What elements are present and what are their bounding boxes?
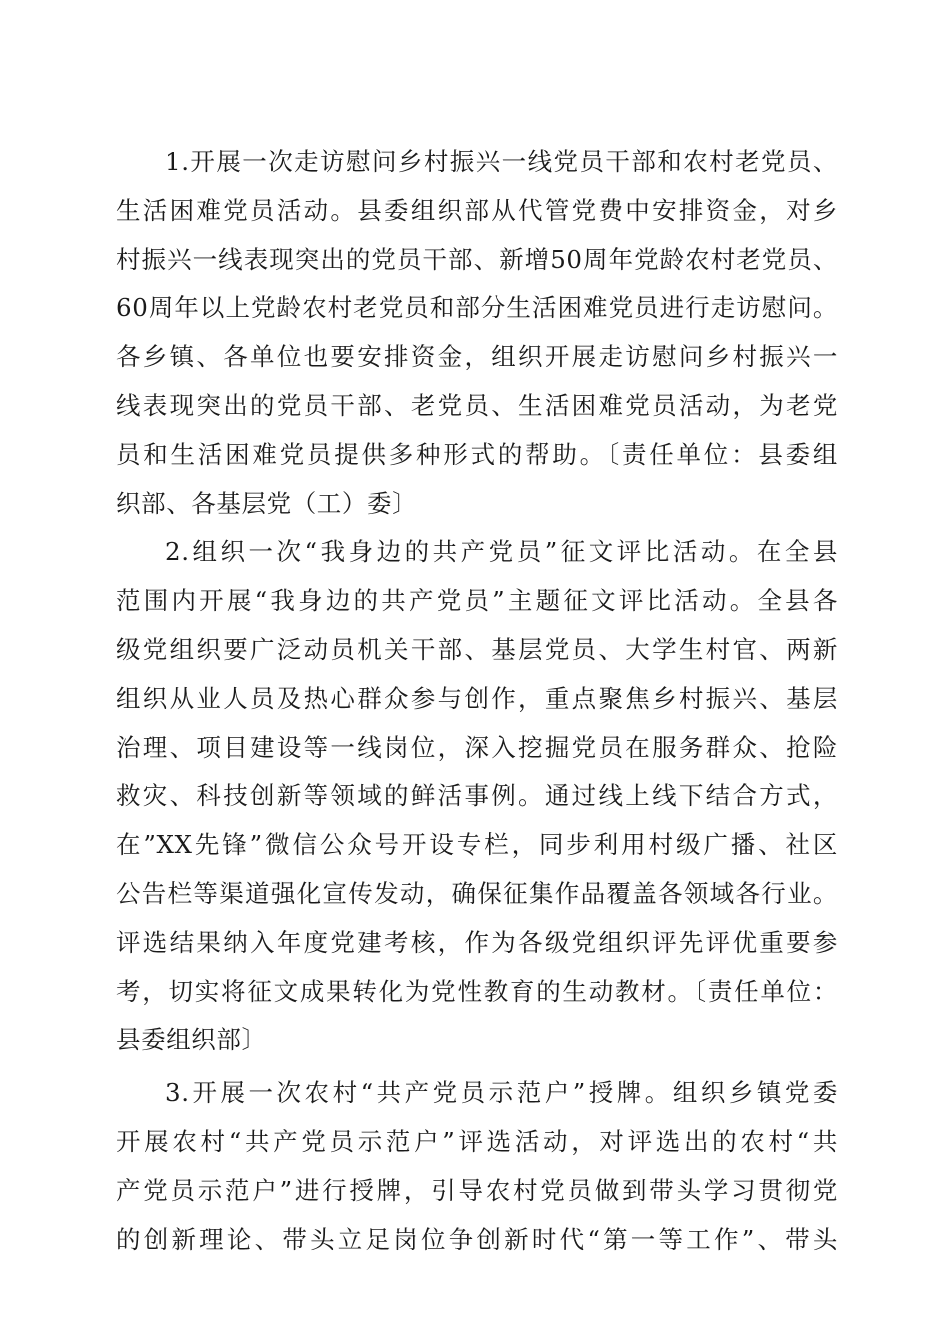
- text-line: 考，切实将征文成果转化为党性教育的生动教材。〔责任单位：: [116, 976, 838, 1006]
- document-body: [116, 138, 838, 1264]
- text-line: 在”XX先锋”微信公众号开设专栏，同步利用村级广播、社区: [116, 830, 838, 860]
- text-line: 2.组织一次“我身边的共产党员”征文评比活动。在全县: [165, 537, 838, 567]
- paragraph-2: [116, 528, 838, 1065]
- text-line: 员和生活困难党员提供多种形式的帮助。〔责任单位：县委组: [116, 439, 838, 469]
- text-line: 救灾、科技创新等领域的鲜活事例。通过线上线下结合方式，: [116, 781, 838, 811]
- text-line: 线表现突出的党员干部、老党员、生活困难党员活动，为老党: [116, 390, 838, 420]
- text-line: 公告栏等渠道强化宣传发动，确保征集作品覆盖各领域各行业。: [116, 878, 838, 908]
- text-line: 开展农村“共产党员示范户”评选活动，对评选出的农村“共: [116, 1126, 838, 1156]
- text-line: 范围内开展“我身边的共产党员”主题征文评比活动。全县各: [116, 586, 838, 616]
- text-line: 治理、项目建设等一线岗位，深入挖掘党员在服务群众、抢险: [116, 732, 838, 762]
- text-line: 村振兴一线表现突出的党员干部、新增50周年党龄农村老党员、: [116, 244, 838, 274]
- text-line: 3.开展一次农村“共产党员示范户”授牌。组织乡镇党委: [165, 1078, 838, 1108]
- text-line: 织部、各基层党（工）委〕: [116, 488, 418, 518]
- text-line: 评选结果纳入年度党建考核，作为各级党组织评先评优重要参: [116, 927, 838, 957]
- text-line: 1.开展一次走访慰问乡村振兴一线党员干部和农村老党员、: [165, 147, 838, 176]
- text-line: 各乡镇、各单位也要安排资金，组织开展走访慰问乡村振兴一: [116, 342, 838, 372]
- text-line: 的创新理论、带头立足岗位争创新时代“第一等工作”、带头: [116, 1224, 838, 1254]
- text-line: 县委组织部〕: [116, 1025, 267, 1055]
- paragraph-3: [116, 1069, 838, 1264]
- paragraph-1: [116, 138, 838, 528]
- text-line: 60周年以上党龄农村老党员和部分生活困难党员进行走访慰问。: [116, 293, 838, 323]
- text-line: 产党员示范户”进行授牌，引导农村党员做到带头学习贯彻党: [116, 1175, 838, 1205]
- text-line: 级党组织要广泛动员机关干部、基层党员、大学生村官、两新: [116, 634, 838, 664]
- text-line: 组织从业人员及热心群众参与创作，重点聚焦乡村振兴、基层: [116, 683, 838, 713]
- text-line: 生活困难党员活动。县委组织部从代管党费中安排资金，对乡: [116, 195, 838, 225]
